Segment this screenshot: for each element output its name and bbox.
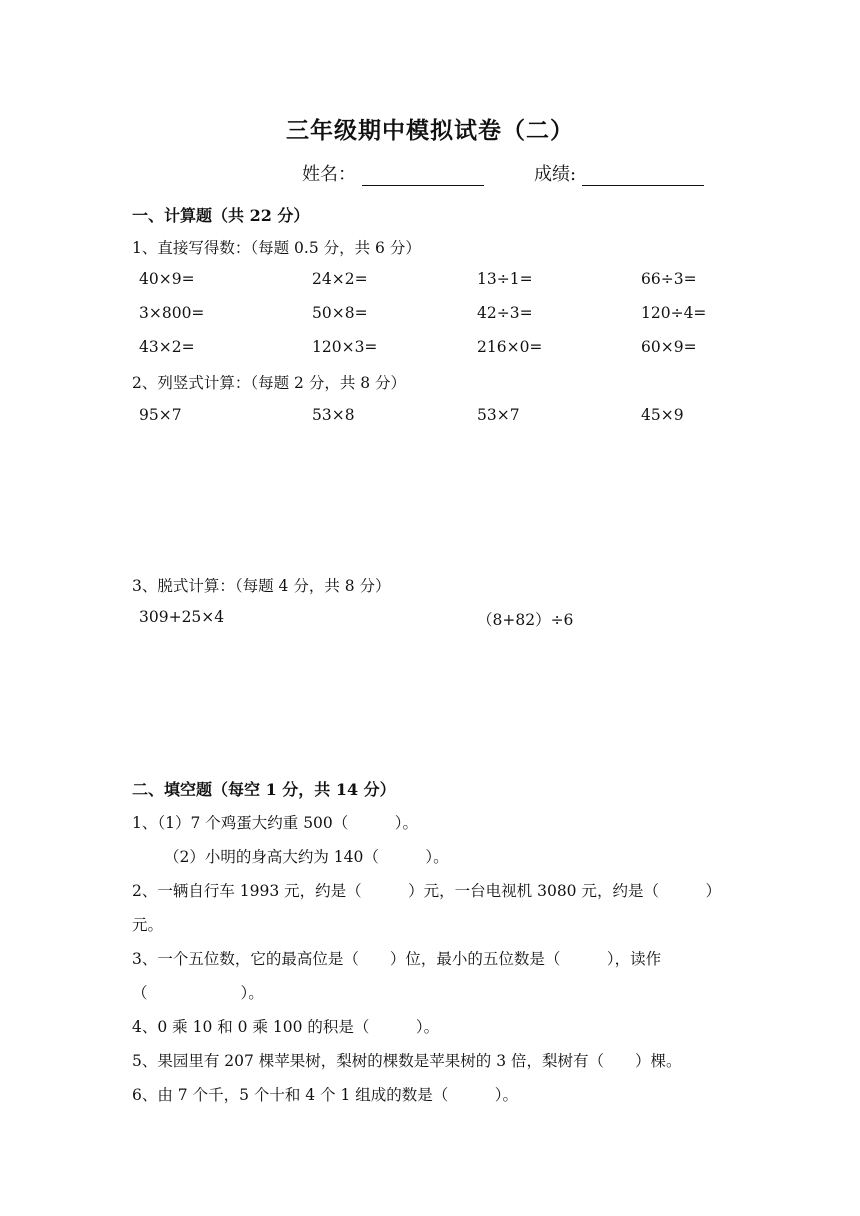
calc-item: 60×9= (641, 338, 697, 356)
fill-question-line: 4、0 乘 10 和 0 乘 100 的积是（ ）。 (132, 1018, 440, 1036)
fill-question-line: 元。 (132, 916, 164, 934)
fill-question-line: 6、由 7 个千，5 个十和 4 个 1 组成的数是（ ）。 (132, 1086, 519, 1104)
calc-item: 3×800= (139, 304, 205, 322)
name-blank-line (362, 165, 484, 186)
fill-question-line: 3、一个五位数，它的最高位是（ ）位，最小的五位数是（ ），读作 (132, 950, 662, 968)
stepwise-calc-item: （8+82）÷6 (477, 611, 574, 629)
vertical-calc-item: 45×9 (641, 406, 684, 424)
calc-item: 43×2= (139, 338, 195, 356)
stepwise-calc-item: 309+25×4 (139, 608, 225, 626)
page-title: 三年级期中模拟试卷（二） (286, 117, 574, 144)
q3-label: 3、脱式计算：（每题 4 分，共 8 分） (132, 577, 391, 595)
calc-item: 40×9= (139, 270, 195, 288)
section2-heading: 二、填空题（每空 1 分，共 14 分） (132, 780, 396, 799)
q1-label: 1、直接写得数：（每题 0.5 分，共 6 分） (132, 239, 421, 257)
name-label: 姓名： (302, 164, 356, 185)
calc-item: 216×0= (477, 338, 543, 356)
calc-item: 120×3= (312, 338, 378, 356)
fill-question-line: （2）小明的身高大约为 140（ ）。 (164, 848, 449, 866)
q2-label: 2、列竖式计算：（每题 2 分，共 8 分） (132, 374, 407, 392)
fill-question-line: 5、果园里有 207 棵苹果树，梨树的棵数是苹果树的 3 倍，梨树有（ ）棵。 (132, 1052, 682, 1070)
section1-heading: 一、计算题（共 22 分） (132, 206, 310, 225)
calc-item: 24×2= (312, 270, 368, 288)
calc-item: 42÷3= (477, 304, 533, 322)
calc-item: 66÷3= (641, 270, 697, 288)
score-blank-line (582, 165, 704, 186)
vertical-calc-item: 53×7 (477, 406, 520, 424)
calc-item: 13÷1= (477, 270, 533, 288)
vertical-calc-item: 95×7 (139, 406, 182, 424)
score-label: 成绩: (534, 164, 577, 185)
calc-item: 120÷4= (641, 304, 707, 322)
fill-question-line: 1、（1）7 个鸡蛋大约重 500（ ）。 (132, 814, 419, 832)
calc-item: 50×8= (312, 304, 368, 322)
fill-question-line: 2、一辆自行车 1993 元，约是（ ）元，一台电视机 3080 元，约是（ ） (132, 882, 721, 900)
fill-question-line: （ ）。 (132, 984, 264, 1002)
score-field (534, 160, 704, 186)
name-field (302, 160, 484, 186)
vertical-calc-item: 53×8 (312, 406, 355, 424)
